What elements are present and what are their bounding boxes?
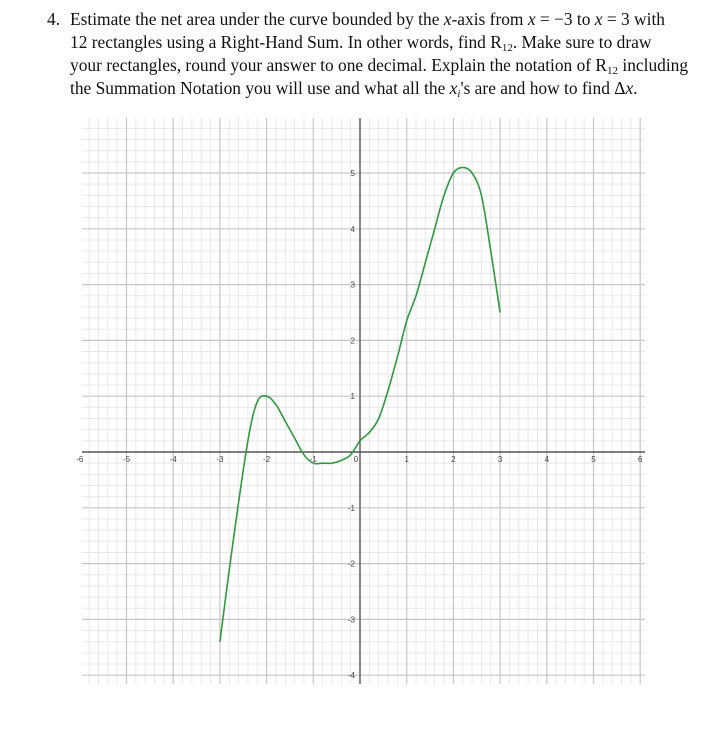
x-tick-label: 4	[544, 455, 550, 464]
x-tick-label: -5	[122, 455, 131, 464]
problem-line-2: 12 rectangles using a Right-Hand Sum. In other words, find $R_{12}$. Make sure to draw	[70, 32, 652, 54]
y-tick-label: 4	[350, 224, 355, 234]
y-tick-label: 3	[350, 280, 355, 290]
problem-line-3: your rectangles, round your answer to one decimal. Explain the notation of $R_{12}$ including	[70, 55, 689, 77]
x-tick-label: 6	[637, 455, 643, 464]
y-tick-label: 5	[350, 169, 355, 178]
major-grid	[82, 118, 645, 684]
x-tick-label: -4	[169, 455, 177, 464]
x-tick-label: 3	[497, 455, 503, 464]
problem-line-1: Estimate the net area under the curve bounded by the x-axis from x = −3 to x = 3 with	[70, 9, 665, 29]
x-tick-label: 5	[591, 455, 596, 464]
y-tick-label: 1	[350, 392, 355, 402]
y-tick-label: -1	[347, 503, 355, 513]
minor-grid	[82, 118, 645, 684]
x-tick-label: -1	[309, 455, 317, 464]
problem-line-4: the Summation Notation you will use and what all the $x_i's$ are and how to find Δx.	[70, 78, 638, 100]
axes	[82, 118, 645, 684]
problem-number: 4.	[47, 9, 61, 29]
x-tick-label: -2	[263, 455, 271, 464]
x-tick-label: 0	[353, 455, 359, 464]
x-tick-label: 2	[451, 455, 456, 464]
y-tick-label: -2	[347, 559, 355, 569]
y-tick-label: -3	[347, 615, 355, 625]
x-tick-label: 1	[404, 455, 409, 464]
x-tick-label: -3	[216, 455, 224, 464]
x-tick-label: -6	[76, 455, 84, 464]
y-tick-label: 2	[350, 336, 355, 346]
y-tick-label: -4	[347, 671, 355, 681]
